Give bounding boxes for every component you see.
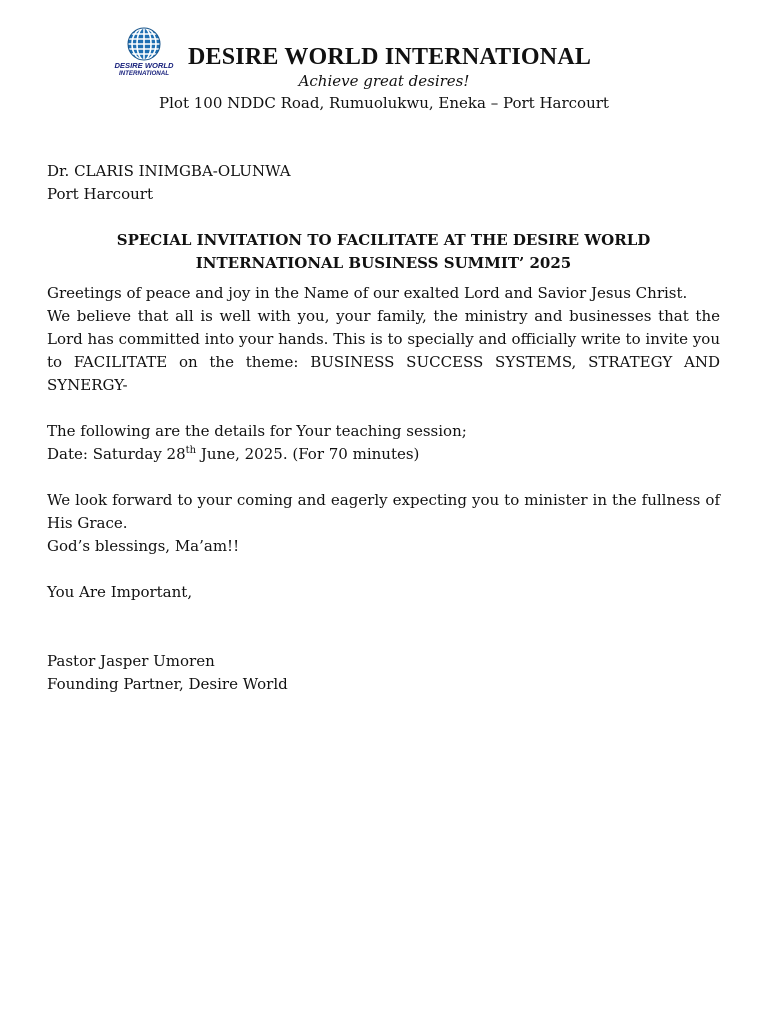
signature-title: Founding Partner, Desire World — [47, 675, 288, 693]
greeting-text: Greetings of peace and joy in the Name of our exalted Lord and Savior Jesus Christ. — [47, 284, 688, 302]
globe-icon — [112, 25, 176, 77]
recipient-block — [47, 160, 720, 206]
letter-body — [47, 282, 720, 696]
blessing-text: God’s blessings, Ma’am!! — [47, 537, 240, 555]
closing-text: You Are Important, — [47, 583, 193, 601]
session-date-rest: June, 2025. (For 70 minutes) — [196, 445, 420, 463]
expectation-paragraph: We look forward to your coming and eagerly expecting you to minister in the fullness of His Grace. — [47, 491, 720, 532]
details-intro: The following are the details for Your teaching session; — [47, 422, 467, 440]
letter-subject: SPECIAL INVITATION TO FACILITATE AT THE DESIRE WORLD INTERNATIONAL BUSINESS SUMMIT’ 2025 — [116, 231, 651, 272]
invitation-paragraph: We believe that all is well with you, your family, the ministry and businesses that the Lord has committed into your hands. This is to specially and officially write to invite you to FACILITATE on the theme: BUSINESS SUCCESS SYSTEMS, STRATEGY AND SYNERGY- — [47, 307, 720, 394]
recipient-city: Port Harcourt — [47, 185, 153, 203]
session-date — [47, 443, 720, 466]
organization-tagline: Achieve great desires! — [298, 72, 470, 90]
organization-logo — [112, 25, 176, 77]
signature-name: Pastor Jasper Umoren — [47, 652, 215, 670]
session-date-ordinal: th — [185, 445, 197, 456]
recipient-name: Dr. CLARIS INIMGBA-OLUNWA — [47, 162, 291, 180]
logo-text-line1: DESIRE WORLD — [114, 61, 174, 70]
organization-name: DESIRE WORLD INTERNATIONAL — [188, 44, 592, 70]
session-date-prefix: Date: Saturday 28 — [47, 445, 186, 463]
logo-text-line2: INTERNATIONAL — [118, 70, 170, 77]
organization-address: Plot 100 NDDC Road, Rumuolukwu, Eneka – Port Harcourt — [159, 94, 609, 112]
